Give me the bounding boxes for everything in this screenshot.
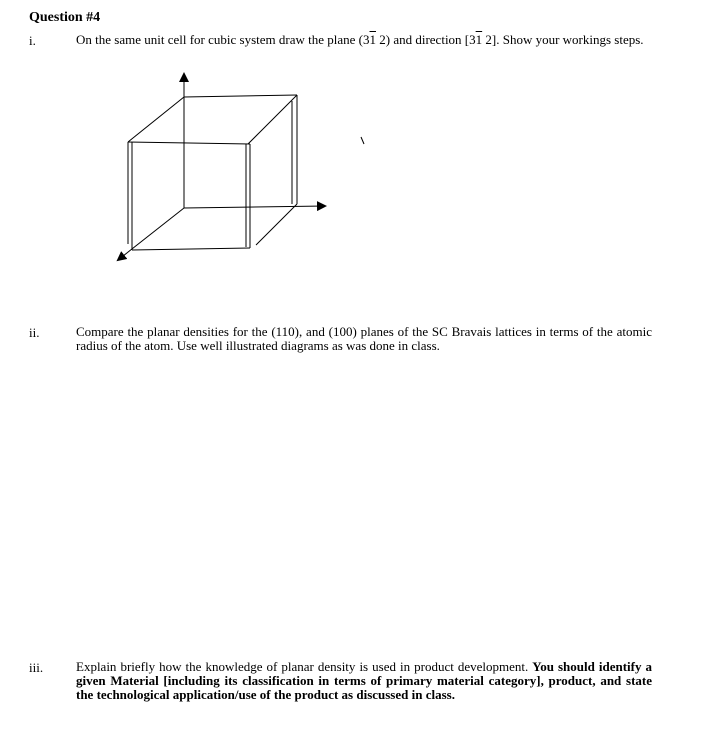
item-1-number: i. [29, 33, 36, 48]
front-bottom-edge [132, 248, 250, 250]
stray-mark [361, 137, 364, 144]
item-3-number: iii. [29, 660, 44, 675]
bottom-right-diagonal [256, 204, 297, 245]
item-3-text [76, 660, 652, 702]
top-left-diagonal [128, 97, 184, 142]
item-3-text-bold: You should identify a given Material [including its classification in terms of primary material category], product, and state the technological application/use of the product as discussed in class. [76, 659, 652, 702]
item-3-text-normal: Explain briefly how the knowledge of planar density is used in product development. [76, 659, 533, 674]
item-1-text-part1: On the same unit cell for cubic system draw the plane (3 [76, 32, 370, 47]
question-title: Question #4 [29, 10, 101, 25]
item-1-text-part3: 2]. Show your workings steps. [482, 32, 644, 47]
front-top-edge [128, 142, 250, 144]
top-right-diagonal [248, 95, 297, 144]
y-axis [184, 206, 325, 208]
item-1-text-part2: 2) and direction [3 [376, 32, 476, 47]
plane-bar-digit: 1 [369, 32, 376, 47]
item-2-number: ii. [29, 325, 40, 340]
direction-bar-digit: 1 [475, 32, 483, 47]
item-2-text: Compare the planar densities for the (110), and (100) planes of the SC Bravais lattices in terms of the atomic radius of the atom. Use well illustrated diagrams as was done in class. [76, 324, 652, 353]
back-top-edge [184, 95, 297, 97]
